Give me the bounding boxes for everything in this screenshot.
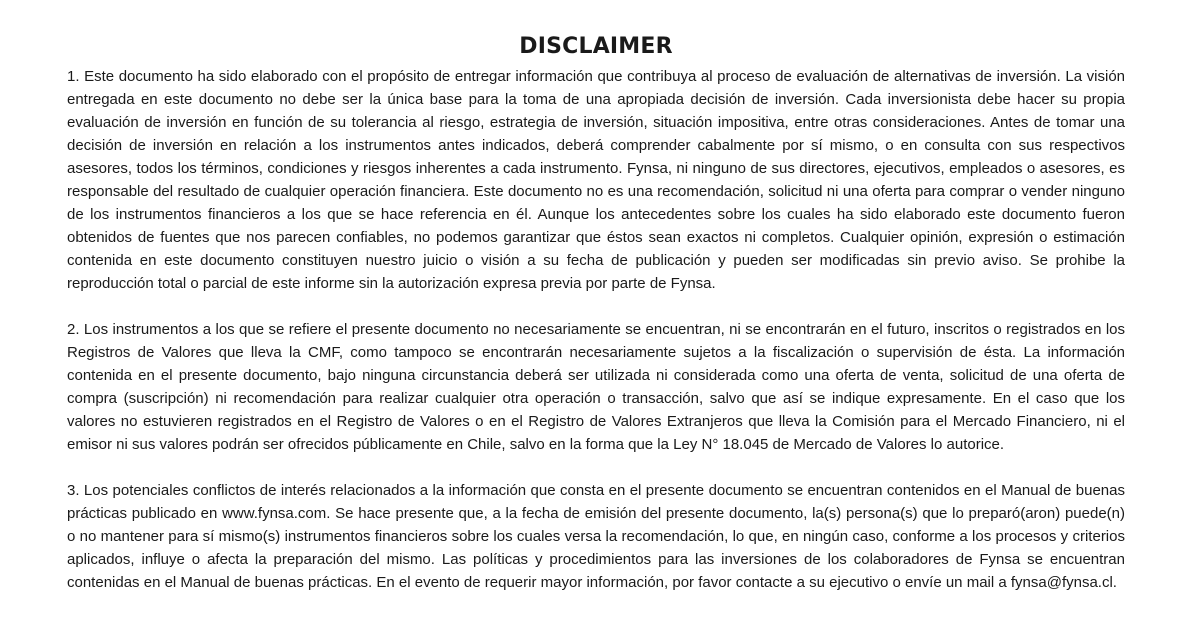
disclaimer-paragraph-2: 2. Los instrumentos a los que se refiere el presente documento no necesariamente se encuentran, ni se encontrarán en el futuro, inscritos o registrados en los Registros de Valores que lleva la CMF, como tampoco se encontrarán necesariamente sujetos a la fiscalización o supervisión de ésta. La información contenida en el presente documento, bajo ninguna circunstancia deberá ser utilizada ni considerada como una oferta de venta, solicitud de una oferta de compra (suscripción) ni recomendación para realizar cualquier otra operación o transacción, salvo que así se indique expresamente. En el caso que los valores no estuvieren registrados en el Registro de Valores o en el Registro de Valores Extranjeros que lleva la Comisión para el Mercado Financiero, ni el emisor ni sus valores podrán ser ofrecidos públicamente en Chile, salvo en la forma que la Ley N° 18.045 de Mercado de Valores lo autorice.: [67, 321, 1125, 453]
disclaimer-paragraph-3: 3. Los potenciales conflictos de interés relacionados a la información que consta en el presente documento se encuentran contenidos en el Manual de buenas prácticas publicado en www.fynsa.com. Se hace presente que, a la fecha de emisión del presente documento, la(s) persona(s) que lo preparó(aron) puede(n) o no mantener para sí mismo(s) instrumentos financieros sobre los cuales versa la recomendación, lo que, en ningún caso, conforme a los procesos y criterios aplicados, influye o afecta la preparación del mismo. Las políticas y procedimientos para las inversiones de los colaboradores de Fynsa se encuentran contenidas en el Manual de buenas prácticas. En el evento de requerir mayor información, por favor contacte a su ejecutivo o envíe un mail a fynsa@fynsa.cl.: [67, 482, 1125, 591]
page-title: DISCLAIMER: [519, 34, 673, 59]
disclaimer-document: [67, 34, 1125, 594]
disclaimer-paragraph-1: 1. Este documento ha sido elaborado con el propósito de entregar información que contribuya al proceso de evaluación de alternativas de inversión. La visión entregada en este documento no debe ser la única base para la toma de una apropiada decisión de inversión. Cada inversionista debe hacer su propia evaluación de inversión en función de su tolerancia al riesgo, estrategia de inversión, situación impositiva, entre otras consideraciones. Antes de tomar una decisión de inversión en relación a los instrumentos antes indicados, deberá comprender cabalmente por sí mismo, o en consulta con sus respectivos asesores, todos los términos, condiciones y riesgos inherentes a cada instrumento. Fynsa, ni ninguno de sus directores, ejecutivos, empleados o asesores, es responsable del resultado de cualquier operación financiera. Este documento no es una recomendación, solicitud ni una oferta para comprar o vender ninguno de los instrumentos financieros a los que se hace referencia en él. Aunque los antecedentes sobre los cuales ha sido elaborado este documento fueron obtenidos de fuentes que nos parecen confiables, no podemos garantizar que éstos sean exactos ni completos. Cualquier opinión, expresión o estimación contenida en este documento constituyen nuestro juicio o visión a su fecha de publicación y pueden ser modificadas sin previo aviso. Se prohibe la reproducción total o parcial de este informe sin la autorización expresa previa por parte de Fynsa.: [67, 68, 1125, 292]
